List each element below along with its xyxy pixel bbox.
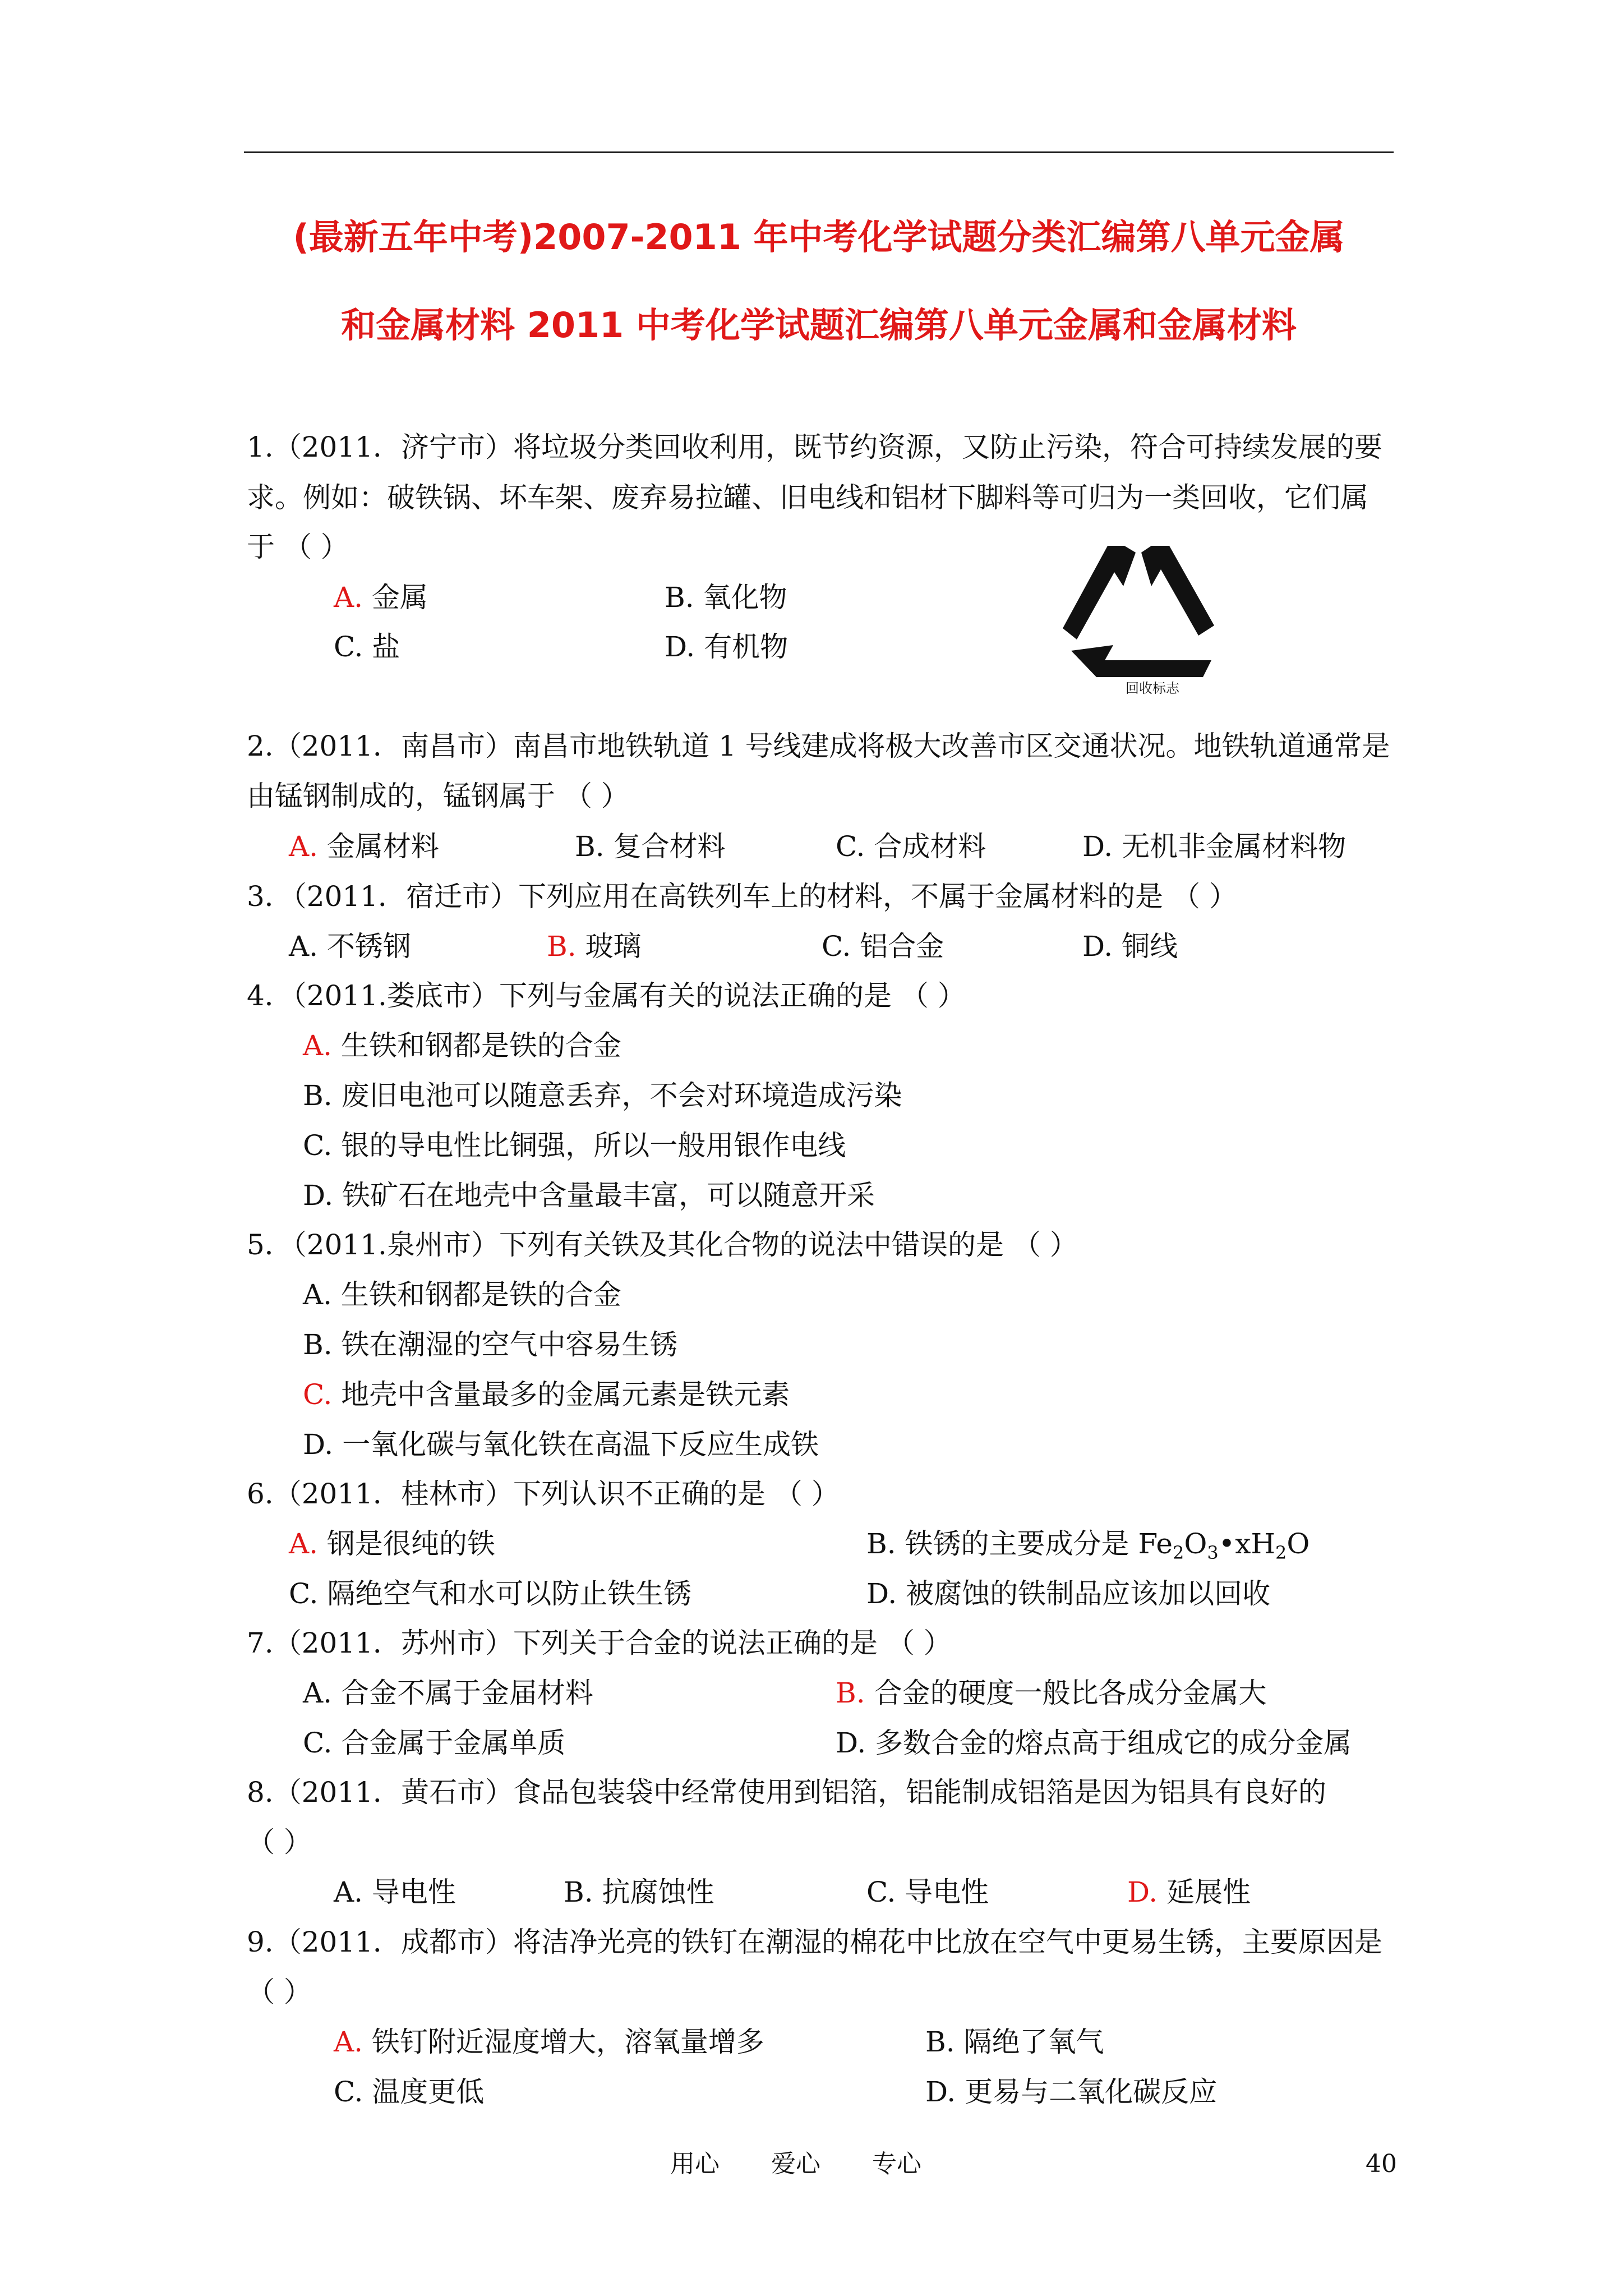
footer-slogan-1: 用心 xyxy=(670,2150,720,2178)
q6-option-c-text: 隔绝空气和水可以防止铁生锈 xyxy=(327,1577,692,1610)
q6-formula-sub2: 3 xyxy=(1207,1542,1219,1563)
q6-option-b xyxy=(866,1526,1310,1571)
q8-option-d xyxy=(1127,1874,1251,1910)
q8-option-c xyxy=(866,1874,989,1910)
q4-option-c-text: 银的导电性比铜强，所以一般用银作电线 xyxy=(341,1129,846,1162)
q8-option-b-text: 抗腐蚀性 xyxy=(602,1876,714,1908)
q8-option-b-label: B. xyxy=(564,1876,593,1908)
q2-option-c-text: 合成材料 xyxy=(874,830,986,863)
q4-option-b-label: B. xyxy=(303,1079,333,1112)
q3-option-c-label: C. xyxy=(822,930,851,963)
q8-line-2: （ ） xyxy=(247,1826,312,1858)
q6-option-d-label: D. xyxy=(866,1577,897,1610)
q9-option-d-label: D. xyxy=(925,2076,956,2108)
q4-line-1: 4．（2011.娄底市）下列与金属有关的说法正确的是 （ ） xyxy=(247,979,966,1012)
q5-option-a xyxy=(303,1277,621,1313)
q6-formula-mid: O xyxy=(1184,1527,1207,1560)
q3-line-1: 3．（2011．宿迁市）下列应用在高铁列车上的材料，不属于金属材料的是 （ ） xyxy=(247,880,1237,913)
q4-option-d xyxy=(303,1177,875,1213)
q7-option-d xyxy=(836,1725,1352,1761)
q6-option-b-label: B. xyxy=(866,1527,896,1560)
document-title-line-1: (最新五年中考)2007-2011 年中考化学试题分类汇编第八单元金属 xyxy=(293,217,1345,257)
q3-option-c xyxy=(822,928,944,964)
q6-formula-sub1: 2 xyxy=(1173,1542,1184,1563)
q1-option-a xyxy=(334,579,428,615)
q5-option-d-text: 一氧化碳与氧化铁在高温下反应生成铁 xyxy=(342,1428,819,1461)
q9-line-2: （ ） xyxy=(247,1976,312,2008)
q9-option-b-text: 隔绝了氧气 xyxy=(963,2026,1104,2058)
q3-option-a-label: A. xyxy=(289,930,319,963)
q6-option-b-text xyxy=(905,1527,1310,1563)
q4-option-a-text: 生铁和钢都是铁的合金 xyxy=(340,1029,621,1062)
q1-option-b xyxy=(665,579,787,615)
q7-option-d-text: 多数合金的熔点高于组成它的成分金属 xyxy=(875,1727,1352,1759)
q9-option-c-label: C. xyxy=(334,2076,363,2108)
q1-option-c xyxy=(334,629,400,665)
q6-option-c xyxy=(289,1576,691,1612)
q1-option-d xyxy=(665,629,788,665)
q4-option-a-label: A. xyxy=(303,1029,333,1062)
q8-option-c-text: 导电性 xyxy=(905,1876,989,1908)
q5-option-c-label: C. xyxy=(303,1378,333,1411)
q5-option-c xyxy=(303,1377,790,1412)
q7-option-b xyxy=(836,1675,1267,1711)
q6-formula-sub3: 2 xyxy=(1275,1542,1287,1563)
q8-line-1: 8.（2011．黄石市）食品包装袋中经常使用到铝箔，铝能制成铝箔是因为铝具有良好的 xyxy=(247,1776,1326,1809)
q3-option-d xyxy=(1082,928,1178,964)
q6-option-a-text: 钢是很纯的铁 xyxy=(326,1527,495,1560)
q6-option-a-label: A. xyxy=(289,1527,319,1560)
q7-option-c-text: 合金属于金属单质 xyxy=(341,1727,566,1759)
q2-option-b-text: 复合材料 xyxy=(613,830,726,863)
q1-line-2: 求。例如：破铁锅、坏车架、废弃易拉罐、旧电线和铝材下脚料等可归为一类回收，它们属 xyxy=(247,481,1368,514)
q4-option-c-label: C. xyxy=(303,1129,333,1162)
q5-option-d-label: D. xyxy=(303,1428,334,1461)
q2-option-a xyxy=(289,829,439,864)
q1-option-a-label: A. xyxy=(334,581,363,614)
q2-line-2: 由锰钢制成的，锰钢属于 （ ） xyxy=(247,780,629,812)
q9-option-b xyxy=(925,2024,1104,2060)
q7-line-1: 7.（2011．苏州市）下列关于合金的说法正确的是 （ ） xyxy=(247,1627,952,1659)
q5-option-c-text: 地壳中含量最多的金属元素是铁元素 xyxy=(341,1378,790,1411)
q4-option-d-label: D. xyxy=(303,1179,334,1212)
recycle-symbol-image xyxy=(1052,530,1225,698)
q6-formula-post: •xH xyxy=(1218,1527,1276,1560)
q2-option-c-label: C. xyxy=(836,830,865,863)
q4-option-b-text: 废旧电池可以随意丢弃，不会对环境造成污染 xyxy=(341,1079,902,1112)
q7-option-c xyxy=(303,1725,565,1761)
q7-option-c-label: C. xyxy=(303,1727,333,1759)
q4-option-b xyxy=(303,1078,902,1114)
q9-option-a-label: A. xyxy=(334,2026,363,2058)
q1-option-b-text: 氧化物 xyxy=(703,581,787,614)
q8-option-a-text: 导电性 xyxy=(371,1876,456,1908)
q5-option-b xyxy=(303,1327,678,1363)
q1-line-3: 于 （ ） xyxy=(247,531,349,563)
q3-option-b xyxy=(547,928,642,964)
q4-option-a xyxy=(303,1028,621,1064)
q7-option-b-label: B. xyxy=(836,1677,865,1709)
q5-option-a-label: A. xyxy=(303,1278,333,1311)
q3-option-a-text: 不锈钢 xyxy=(326,930,411,963)
page-number: 40 xyxy=(1366,2150,1397,2178)
q5-option-b-text: 铁在潮湿的空气中容易生锈 xyxy=(341,1328,678,1361)
q1-option-c-text: 盐 xyxy=(372,631,400,663)
q8-option-c-label: C. xyxy=(866,1876,896,1908)
q2-option-b-label: B. xyxy=(575,830,605,863)
q7-option-a xyxy=(303,1675,593,1711)
q1-option-c-label: C. xyxy=(334,631,363,663)
q2-option-a-label: A. xyxy=(289,830,319,863)
q3-option-c-text: 铝合金 xyxy=(860,930,944,963)
q6-option-c-label: C. xyxy=(289,1577,319,1610)
q6-line-1: 6.（2011．桂林市）下列认识不正确的是 （ ） xyxy=(247,1478,840,1510)
q6-option-a xyxy=(289,1526,495,1562)
q9-option-d-text: 更易与二氧化碳反应 xyxy=(965,2076,1218,2108)
q3-option-a xyxy=(289,928,411,964)
q6-formula-end: O xyxy=(1287,1527,1310,1560)
q7-option-a-text: 合金不属于金届材料 xyxy=(340,1677,593,1709)
q3-option-d-label: D. xyxy=(1082,930,1113,963)
q5-line-1: 5．（2011.泉州市）下列有关铁及其化合物的说法中错误的是 （ ） xyxy=(247,1228,1078,1261)
q2-option-d-label: D. xyxy=(1082,830,1113,863)
q1-line-1: 1.（2011．济宁市）将垃圾分类回收利用，既节约资源，又防止污染，符合可持续发展的要 xyxy=(247,431,1382,463)
q2-option-a-text: 金属材料 xyxy=(326,830,439,863)
q9-option-d xyxy=(925,2074,1217,2110)
q5-option-b-label: B. xyxy=(303,1328,333,1361)
q3-option-b-label: B. xyxy=(547,930,577,963)
q6-option-d xyxy=(866,1576,1270,1612)
q7-option-b-text: 合金的硬度一般比各成分金属大 xyxy=(874,1677,1267,1709)
q4-option-d-text: 铁矿石在地壳中含量最丰富，可以随意开采 xyxy=(342,1179,875,1212)
q9-option-a xyxy=(334,2024,764,2060)
q2-option-b xyxy=(575,829,726,864)
q1-option-d-text: 有机物 xyxy=(704,631,789,663)
q6-option-d-text: 被腐蚀的铁制品应该加以回收 xyxy=(906,1577,1271,1610)
q7-option-d-label: D. xyxy=(836,1727,866,1759)
q2-option-c xyxy=(836,829,986,864)
q8-option-a xyxy=(334,1874,456,1910)
q2-option-d-text: 无机非金属材料物 xyxy=(1122,830,1347,863)
q8-option-b xyxy=(564,1874,714,1910)
q9-option-c-text: 温度更低 xyxy=(372,2076,485,2108)
header-rule xyxy=(244,151,1394,153)
footer-slogan-3: 专心 xyxy=(872,2150,921,2178)
q6-formula-pre: 铁锈的主要成分是 Fe xyxy=(905,1527,1173,1560)
q3-option-d-text: 铜线 xyxy=(1122,930,1178,963)
q9-option-c xyxy=(334,2074,484,2110)
q1-option-b-label: B. xyxy=(665,581,694,614)
q5-option-a-text: 生铁和钢都是铁的合金 xyxy=(340,1278,621,1311)
q3-option-b-text: 玻璃 xyxy=(585,930,642,963)
q9-line-1: 9.（2011．成都市）将洁净光亮的铁钉在潮湿的棉花中比放在空气中更易生锈，主要原因是 xyxy=(247,1926,1382,1958)
q4-option-c xyxy=(303,1128,846,1163)
q1-option-d-label: D. xyxy=(665,631,695,663)
q1-option-a-text: 金属 xyxy=(371,581,428,614)
recycle-caption: 回收标志 xyxy=(1126,680,1179,696)
q2-option-d xyxy=(1082,829,1346,864)
footer-slogan-2: 爱心 xyxy=(771,2150,820,2178)
q7-option-a-label: A. xyxy=(303,1677,333,1709)
q8-option-d-text: 延展性 xyxy=(1166,1876,1251,1908)
q8-option-d-label: D. xyxy=(1127,1876,1158,1908)
q8-option-a-label: A. xyxy=(334,1876,363,1908)
q9-option-b-label: B. xyxy=(925,2026,955,2058)
q9-option-a-text: 铁钉附近湿度增大，溶氧量增多 xyxy=(371,2026,764,2058)
q5-option-d xyxy=(303,1427,819,1462)
document-title-line-2: 和金属材料 2011 中考化学试题汇编第八单元金属和金属材料 xyxy=(341,305,1297,346)
q2-line-1: 2.（2011．南昌市）南昌市地铁轨道 1 号线建成将极大改善市区交通状况。地铁轨道通常是 xyxy=(247,730,1390,762)
recycle-icon xyxy=(1052,530,1225,698)
